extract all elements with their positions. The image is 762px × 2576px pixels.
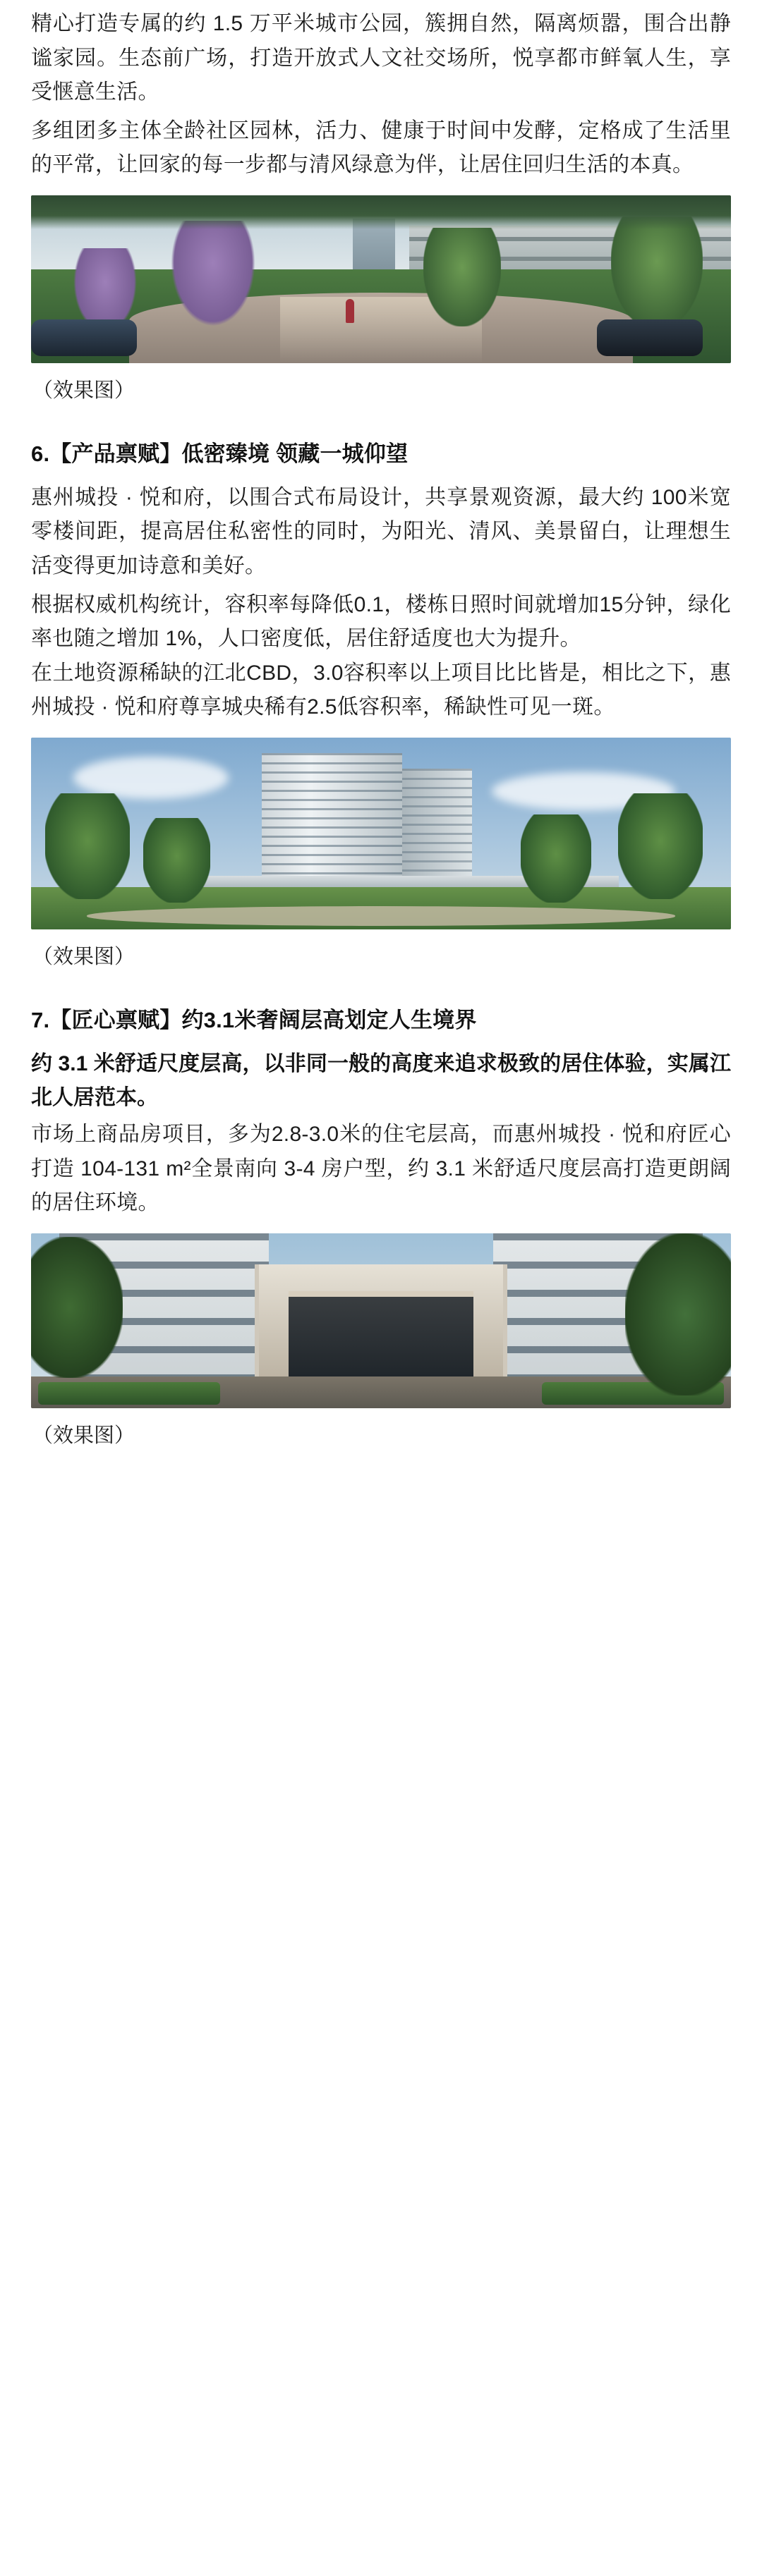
section-6-heading: 6.【产品禀赋】低密臻境 领藏一城仰望 bbox=[31, 441, 409, 467]
car-icon bbox=[597, 319, 703, 356]
secondary-tower bbox=[402, 769, 472, 888]
tower-image bbox=[31, 738, 731, 929]
entrance-image bbox=[31, 1233, 731, 1408]
section-6-paragraph-2: 根据权威机构统计，容积率每降低0.1，楼栋日照时间就增加15分钟，绿化率也随之增加 1%，人口密度低，居住舒适度也大为提升。 bbox=[31, 592, 731, 651]
spacer bbox=[31, 977, 731, 1004]
park-image bbox=[31, 195, 731, 363]
pedestrian-figure bbox=[346, 299, 354, 323]
entrance-gate bbox=[255, 1264, 507, 1376]
section-7-lead: 约 3.1 米舒适尺度层高，以非同一般的高度来追求极致的居住体验，实属江北人居范本。 bbox=[31, 1051, 731, 1109]
figure-caption: （效果图） bbox=[32, 379, 135, 402]
figure-park bbox=[31, 195, 731, 407]
section-7-heading: 7.【匠心禀赋】约3.1米奢阔层高划定人生境界 bbox=[31, 1008, 477, 1033]
intro-paragraph-2: 多组团多主体全龄社区园林，活力、健康于时间中发酵，定格成了生活里的平常，让回家的每一步都与清风绿意为伴，让居住回归生活的本真。 bbox=[31, 118, 731, 177]
path-layer bbox=[87, 906, 675, 925]
figure-tower bbox=[31, 738, 731, 973]
figure-caption: （效果图） bbox=[32, 946, 135, 969]
tree-icon bbox=[611, 216, 703, 329]
blossom-tree-icon bbox=[171, 221, 255, 326]
section-6-paragraph-3: 在土地资源稀缺的江北CBD，3.0容积率以上项目比比皆是，相比之下，惠州城投 · 悦和府尊享城央稀有2.5低容积率，稀缺性可见一斑。 bbox=[31, 661, 731, 719]
section-7-paragraph-1: 市场上商品房项目，多为2.8-3.0米的住宅层高，而惠州城投 · 悦和府匠心打造 104-131 m²全景南向 3-4 房户型，约 3.1 米舒适尺度层高打造更朗阔的居住环境。 bbox=[31, 1122, 731, 1215]
spacer bbox=[31, 411, 731, 438]
tree-icon bbox=[143, 818, 210, 903]
tree-icon bbox=[31, 1237, 123, 1378]
main-tower bbox=[262, 753, 401, 887]
figure-caption: （效果图） bbox=[32, 1424, 135, 1447]
tree-canopy-layer bbox=[31, 195, 731, 229]
figure-entrance bbox=[31, 1233, 731, 1452]
car-icon bbox=[31, 319, 137, 356]
tree-icon bbox=[618, 793, 703, 899]
tree-icon bbox=[521, 814, 591, 903]
tree-icon bbox=[423, 228, 501, 326]
tree-icon bbox=[625, 1233, 731, 1396]
section-6-paragraph-1: 惠州城投 · 悦和府，以围合式布局设计，共享景观资源，最大约 100米宽零楼间距，提高居住私密性的同时，为阳光、清风、美景留白，让理想生活变得更加诗意和美好。 bbox=[31, 485, 731, 578]
hedge-icon bbox=[38, 1382, 220, 1405]
tree-icon bbox=[45, 793, 130, 899]
intro-paragraph-1: 精心打造专属的约 1.5 万平米城市公园，簇拥自然，隔离烦嚣，围合出静谧家园。生态前广场，打造开放式人文社交场所，悦享都市鲜氧人生，享受惬意生活。 bbox=[31, 12, 731, 104]
